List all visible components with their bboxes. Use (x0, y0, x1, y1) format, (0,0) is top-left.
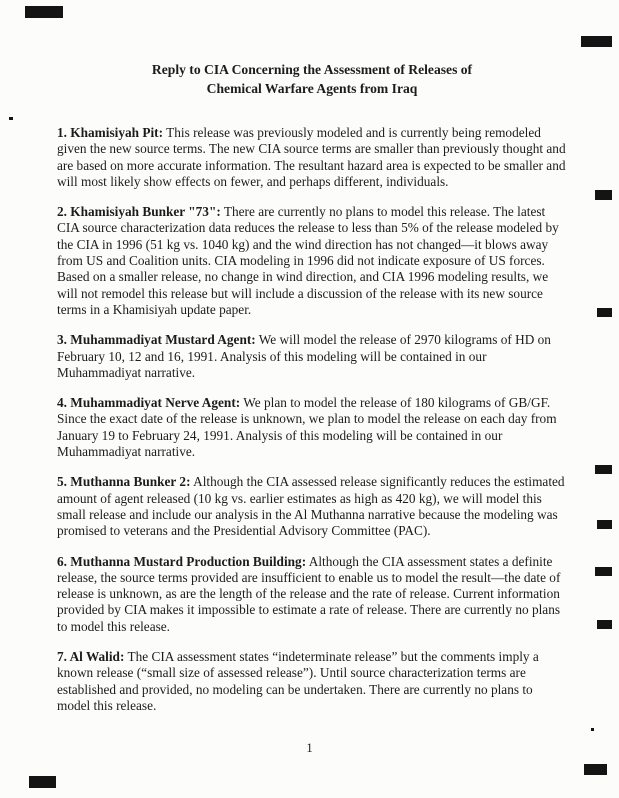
redaction-mark (25, 6, 63, 18)
paragraph-muthanna-bunker-2 (57, 474, 567, 539)
redaction-mark (595, 567, 612, 576)
redaction-mark (595, 190, 612, 200)
paragraph-khamisiyah-pit (57, 125, 567, 190)
paragraph-label: 4. Muhammadiyat Nerve Agent: (57, 395, 241, 411)
paragraph-label: 3. Muhammadiyat Mustard Agent: (57, 332, 256, 348)
redaction-mark (591, 728, 594, 731)
page-number: 1 (306, 740, 313, 755)
paragraph-body: Although the CIA assessment states a definite release, the source terms provided are insufficient to enable us to model the result—the date of release is unknown, as are the length of the release and the rate of release. Current information provided by CIA makes it impossible to estimate a rate of release. There are currently no plans to model this release. (57, 553, 561, 634)
redaction-mark (597, 620, 612, 629)
paragraph-label: 5. Muthanna Bunker 2: (57, 474, 191, 490)
paragraph-khamisiyah-bunker-73 (57, 204, 567, 318)
document-title (57, 60, 567, 98)
redaction-mark (595, 465, 612, 474)
redaction-mark (597, 308, 612, 317)
paragraph-muhammadiyat-nerve-agent (57, 395, 567, 460)
redaction-mark (597, 520, 612, 529)
paragraph-label: 1. Khamisiyah Pit: (57, 125, 164, 140)
title-line-1: Reply to CIA Concerning the Assessment of Releases of (151, 62, 473, 77)
paragraph-label: 2. Khamisiyah Bunker "73": (57, 204, 221, 220)
redaction-mark (581, 36, 612, 47)
paragraph-muthanna-mustard-production-building (57, 554, 567, 635)
paragraph-al-walid (57, 649, 567, 714)
redaction-mark (29, 776, 56, 788)
paragraph-body: We will model the release of 2970 kilograms of HD on February 10, 12 and 16, 1991. Analysis of this modeling will be contained in our Muhammadiyat narrative. (57, 332, 551, 380)
paragraph-label: 6. Muthanna Mustard Production Building: (57, 553, 307, 569)
document-content (57, 60, 567, 728)
paragraph-body: We plan to model the release of 180 kilograms of GB/GF. Since the exact date of the release is unknown, we plan to model the release on each day from January 19 to February 24, 1991. Analysis of this modeling will be contained in our Muhammadiyat narrative. (57, 395, 557, 460)
paragraph-body: The CIA assessment states “indeterminate release” but the comments imply a known release (“small size of assessed release”). Until source characterization terms are established and provided, no modeling can be undertaken. There are currently no plans to model this release. (57, 649, 539, 713)
paragraph-body: This release was previously modeled and is currently being remodeled given the new source terms. The new CIA source terms are smaller than previously thought and are based on more accurate information. The resultant hazard area is expected to be smaller and will most likely show effects on fewer, and perhaps different, individuals. (57, 125, 566, 189)
redaction-mark (584, 764, 607, 775)
paragraph-label: 7. Al Walid: (57, 649, 125, 665)
paragraph-body: There are currently no plans to model this release. The latest CIA source characterization data reduces the release to less than 5% of the release modeled by the CIA in 1996 (51 kg vs. 1040 kg) and the wind direction has not changed—it blows away from US and Coalition units. CIA modeling in 1996 did not indicate exposure of US forces. Based on a smaller release, no change in wind direction, and CIA 1996 modeling results, we will not remodel this release but will include a discussion of the release with its new source terms in a Khamisiyah update paper. (57, 204, 559, 317)
title-line-2: Chemical Warfare Agents from Iraq (206, 81, 418, 96)
paragraph-body: Although the CIA assessed release significantly reduces the estimated amount of agent released (10 kg vs. earlier estimates as high as 420 kg), we will model this small release and include our analysis in the Al Muthanna narrative because the modeling was promised to veterans and the Presidential Advisory Committee (PAC). (57, 474, 565, 539)
paragraph-muhammadiyat-mustard-agent (57, 332, 567, 381)
redaction-mark (9, 117, 13, 120)
